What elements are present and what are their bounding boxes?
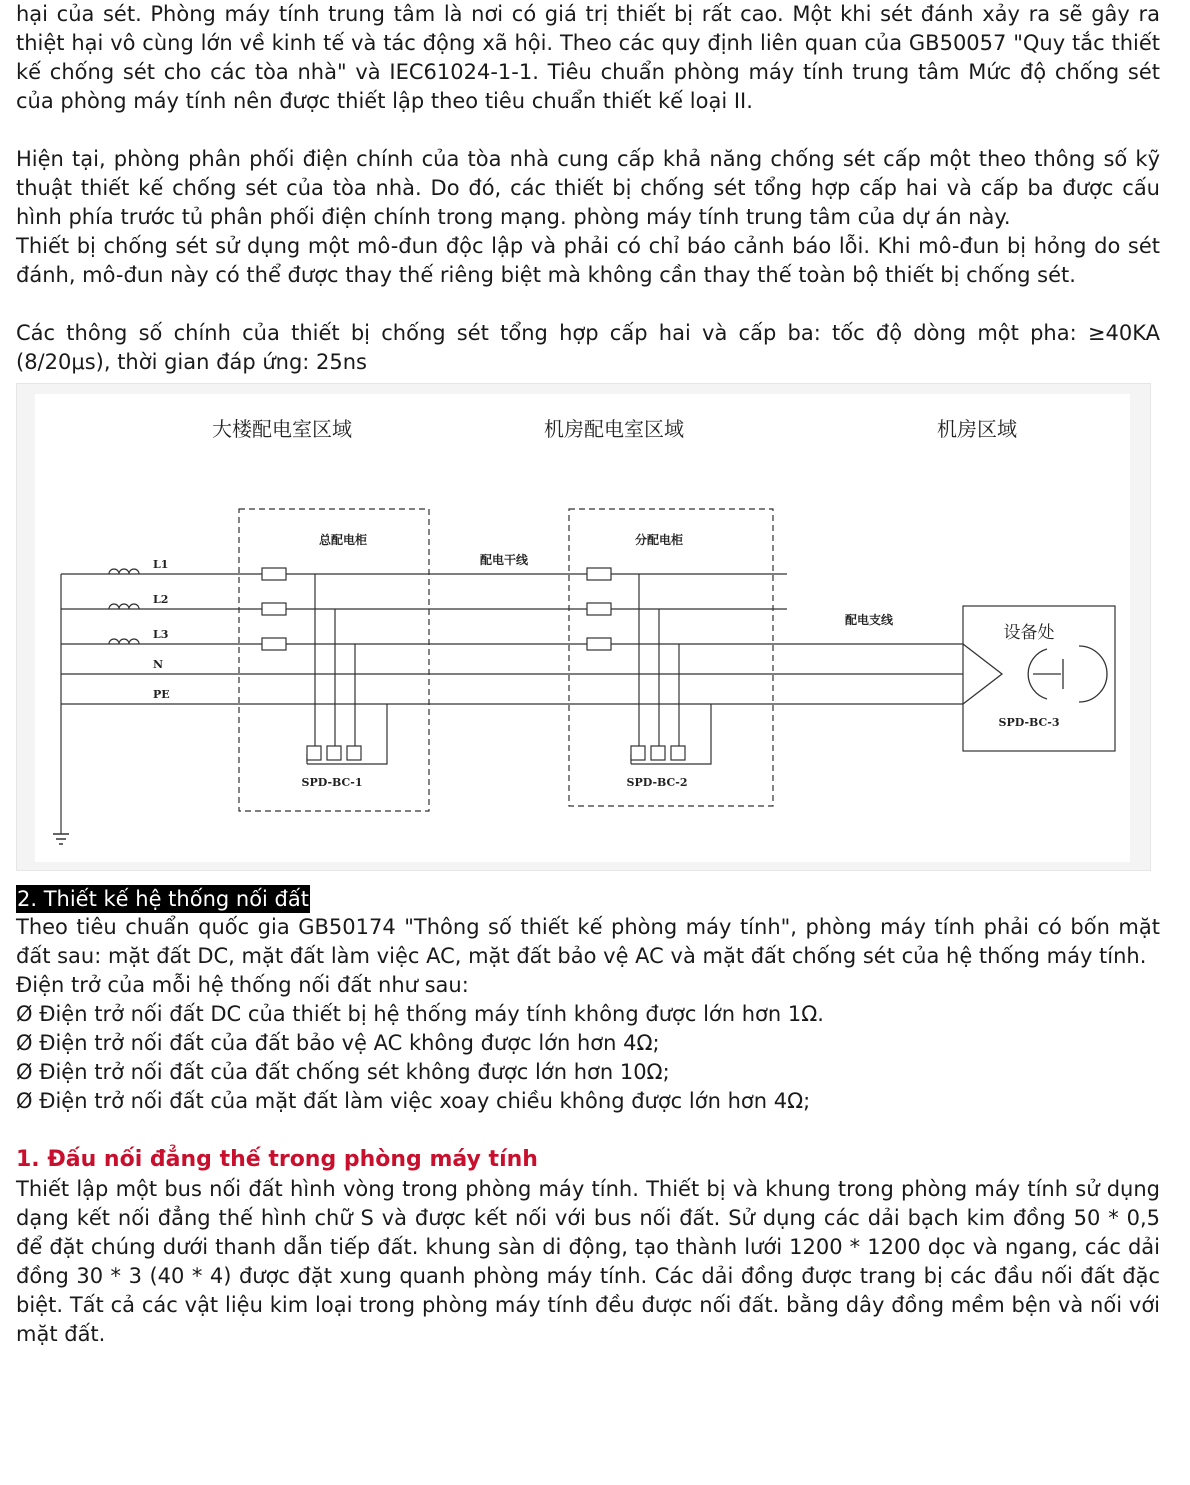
spd-wiring-diagram [16, 383, 1151, 871]
label-l1: L1 [153, 558, 169, 571]
main-panel-label: 总配电柜 [318, 533, 368, 547]
document-page [16, 0, 1160, 1349]
zone-room-power-title: 机房配电室区域 [544, 417, 684, 441]
sub-panel-fuses [587, 568, 611, 650]
paragraph-module: Thiết bị chống sét sử dụng một mô-đun độc lập và phải có chỉ báo cảnh báo lỗi. Khi mô-đun bị hỏng do sét đánh, mô-đun này có thể được thay thế riêng biệt mà không cần thay thế toàn bộ thiết bị chống sét. [16, 234, 1160, 287]
resistance-item-ac-work: Ø Điện trở nối đất của mặt đất làm việc xoay chiều không được lớn hơn 4Ω; [16, 1089, 811, 1113]
section2-intro: Theo tiêu chuẩn quốc gia GB50174 "Thông số thiết kế phòng máy tính", phòng máy tính phải có bốn mặt đất sau: mặt đất DC, mặt đất làm việc AC, mặt đất bảo vệ AC và mặt đất chống sét của hệ thống máy tính. [16, 915, 1160, 968]
main-panel-fuses [262, 568, 286, 650]
equipment-label: 设备处 [1003, 623, 1055, 643]
zone-building-title: 大楼配电室区域 [212, 417, 352, 441]
section2-resistance-intro: Điện trở của mỗi hệ thống nối đất như sau: [16, 973, 469, 997]
subsection1-paragraph: Thiết lập một bus nối đất hình vòng trong phòng máy tính. Thiết bị và khung trong phòng máy tính sử dụng dạng kết nối đẳng thế hình chữ S và được kết nối với bus nối đất. Sử dụng các dải bạch kim đồng 50 * 0,5 để đặt chúng dưới thanh dẫn tiếp đất. khung sàn di động, tạo thành lưới 1200 * 1200 dọc và ngang, các dải đồng 30 * 3 (40 * 4) được đặt xung quanh phòng máy tính. Các dải đồng được trang bị các đầu nối đất đặc biệt. Tất cả các vật liệu kim loại trong phòng máy tính đều được nối đất. bằng dây đồng mềm bện và nối với mặt đất. [16, 1177, 1160, 1346]
branch-label: 配电支线 [844, 613, 894, 627]
label-l3: L3 [153, 628, 169, 641]
resistance-item-lightning: Ø Điện trở nối đất của đất chống sét không được lớn hơn 10Ω; [16, 1060, 670, 1084]
label-pe: PE [153, 688, 170, 701]
subsection1-heading: 1. Đấu nối đẳng thế trong phòng máy tính [16, 1147, 538, 1172]
spd1-modules [307, 746, 361, 760]
label-n: N [153, 658, 164, 671]
label-l2: L2 [153, 593, 169, 606]
resistance-item-ac-protect: Ø Điện trở nối đất của đất bảo vệ AC không được lớn hơn 4Ω; [16, 1031, 660, 1055]
spd1-label: SPD-BC-1 [301, 776, 363, 789]
spd3-label: SPD-BC-3 [998, 716, 1060, 729]
resistance-item-dc: Ø Điện trở nối đất DC của thiết bị hệ thống máy tính không được lớn hơn 1Ω. [16, 1002, 824, 1026]
diagram-svg [17, 384, 1152, 872]
zone-room-title: 机房区域 [937, 417, 1017, 441]
spd2-label: SPD-BC-2 [626, 776, 688, 789]
sub-panel-label: 分配电柜 [634, 533, 684, 547]
paragraph-lightning-class: hại của sét. Phòng máy tính trung tâm là nơi có giá trị thiết bị rất cao. Một khi sét đánh xảy ra sẽ gây ra thiệt hại vô cùng lớn về kinh tế và tác động xã hội. Theo các quy định liên quan của GB50057 "Quy tắc thiết kế chống sét cho các tòa nhà" và IEC61024-1-1. Tiêu chuẩn phòng máy tính trung tâm Mức độ chống sét của phòng máy tính nên được thiết lập theo tiêu chuẩn thiết kế loại II. [16, 2, 1160, 113]
spd2-modules [631, 746, 685, 760]
section2-heading: 2. Thiết kế hệ thống nối đất [17, 887, 309, 911]
paragraph-power-distribution: Hiện tại, phòng phân phối điện chính của tòa nhà cung cấp khả năng chống sét cấp một theo thông số kỹ thuật thiết kế chống sét của tòa nhà. Do đó, các thiết bị chống sét tổng hợp cấp hai và cấp ba được cấu hình phía trước tủ phân phối điện chính trong mạng. phòng máy tính trung tâm của dự án này. [16, 147, 1160, 229]
trunk-label: 配电干线 [479, 553, 529, 567]
paragraph-parameters: Các thông số chính của thiết bị chống sét tổng hợp cấp hai và cấp ba: tốc độ dòng một pha: ≥40KA (8/20μs), thời gian đáp ứng: 25ns [16, 321, 1160, 374]
